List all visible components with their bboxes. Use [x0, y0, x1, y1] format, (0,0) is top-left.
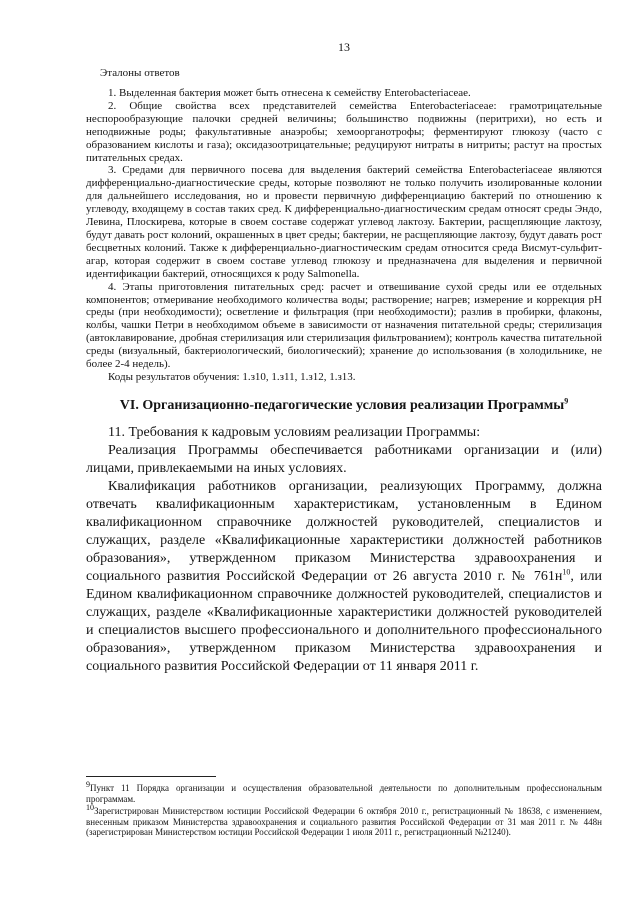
section-heading-text: VI. Организационно-педагогические условия реализации Программы [119, 397, 565, 413]
subsection-heading: 11. Требования к кадровым условиям реализации Программы: [108, 424, 481, 440]
answer-item: 1. Выделенная бактерия может быть отнесена к семейству Enterobacteriaceae. [108, 87, 471, 99]
footnote-item [86, 803, 602, 838]
footnote-item [86, 780, 602, 804]
answers-title: Эталоны ответов [100, 67, 180, 79]
answers-list [86, 87, 602, 371]
footnote-text: Зарегистрирован Министерством юстиции Российской Федерации 6 октября 2010 г., регистрационный № 18638, с изменением, внесенным приказом Министерства здравоохранения и социального развития Российской Федерации от 31 мая 2011 г. № 448н (зарегистрирован Министерством юстиции Российской Федерации 1 июля 2011 г., регистрационный №21240). [86, 806, 602, 837]
section-heading [86, 398, 602, 414]
body-paragraph: Реализация Программы обеспечивается работниками организации и (или) лицами, привлекаемыми на иных условиях. [86, 442, 602, 476]
footnote-ref-10: 10 [562, 567, 571, 577]
footnote-ref-9: 9 [564, 396, 569, 406]
answer-item: 3. Средами для первичного посева для выделения бактерий семейства Enterobacteriaceae являются дифференциально-диагностические среды, которые позволяют не только получить изолированные колонии для дальнейшего исследования, но и провести первичную дифференциацию бактерий по отношению к углеводу, входящему в состав таких сред. К дифференциально-диагностическим средам относят среды Эндо, Левина, Плоскирева, которые в своем составе содержат углевод лактозу. Бактерии, расщепляющие лактозу, будут давать рост колоний, окрашенных в цвет среды; бактерии, не расщепляющие лактозу, будут давать рост бесцветных колоний. Также к дифференциально-диагностическим средам относится среда Висмут-сульфит-агар, которая содержит в своем составе углевод глюкозу и предназначена для выделения и первичной идентификации бактерий, относящихся к роду Salmonella. [86, 164, 602, 280]
body-paragraph-text: , или Едином квалификационном справочнике должностей руководителей, специалистов и служащих, разделе «Квалификационные характеристики должностей руководителей и специалистов высшего профессионального и дополнительного профессионального образования», утвержденном приказом Министерства здравоохранения и социального развития Российской Федерации от 11 января 2011 г. [86, 568, 602, 674]
footnote-mark: 10 [86, 803, 94, 812]
footnote-text: Пункт 11 Порядка организации и осуществления образовательной деятельности по дополнительным профессиональным программам. [86, 783, 602, 804]
footnote-divider [86, 776, 216, 777]
footnotes [86, 780, 602, 840]
result-codes: Коды результатов обучения: 1.з10, 1.з11, 1.з12, 1.з13. [108, 370, 356, 383]
answer-item: 2. Общие свойства всех представителей семейства Enterobacteriaceae: грамотрицательные неспорообразующие палочки средней величины; большинство подвижны (перитрихи), но есть и неподвижные роды; факультативные анаэробы; хемоорганотрофы; ферментируют глюкозу (часто с образованием кислоты и газа); оксидазоотрицательные; редуцируют нитраты в нитриты; растут на простых питательных средах. [86, 99, 602, 164]
answer-item: 4. Этапы приготовления питательных сред: расчет и отвешивание сухой среды или ее отдельных компонентов; отмеривание необходимого количества воды; растворение; нагрев; измерение и коррекция pH среды (при необходимости); осветление и фильтрация (при необходимости); разлив в пробирки, флаконы, колбы, чашки Петри в необходимом объеме в зависимости от назначения питательной среды; стерилизация (автоклавирование, дробная стерилизация или стерилизация фильтрованием); контроль качества питательной среды (визуальный, бактериологический, биологический); хранение до использования (в холодильнике, не более 2-4 недель). [86, 280, 602, 371]
body-paragraph [86, 478, 602, 676]
body-paragraph-text: Квалификация работников организации, реализующих Программу, должна отвечать квалификационным характеристикам, установленным в Едином квалификационном справочнике должностей руководителей, специалистов и служащих, разделе «Квалификационные характеристики должностей работников образования», утвержденном приказом Министерства здравоохранения и социального развития Российской Федерации от 26 августа 2010 г. № 761н [86, 478, 602, 584]
page-number: 13 [338, 40, 350, 54]
footnote-mark: 9 [86, 780, 90, 789]
